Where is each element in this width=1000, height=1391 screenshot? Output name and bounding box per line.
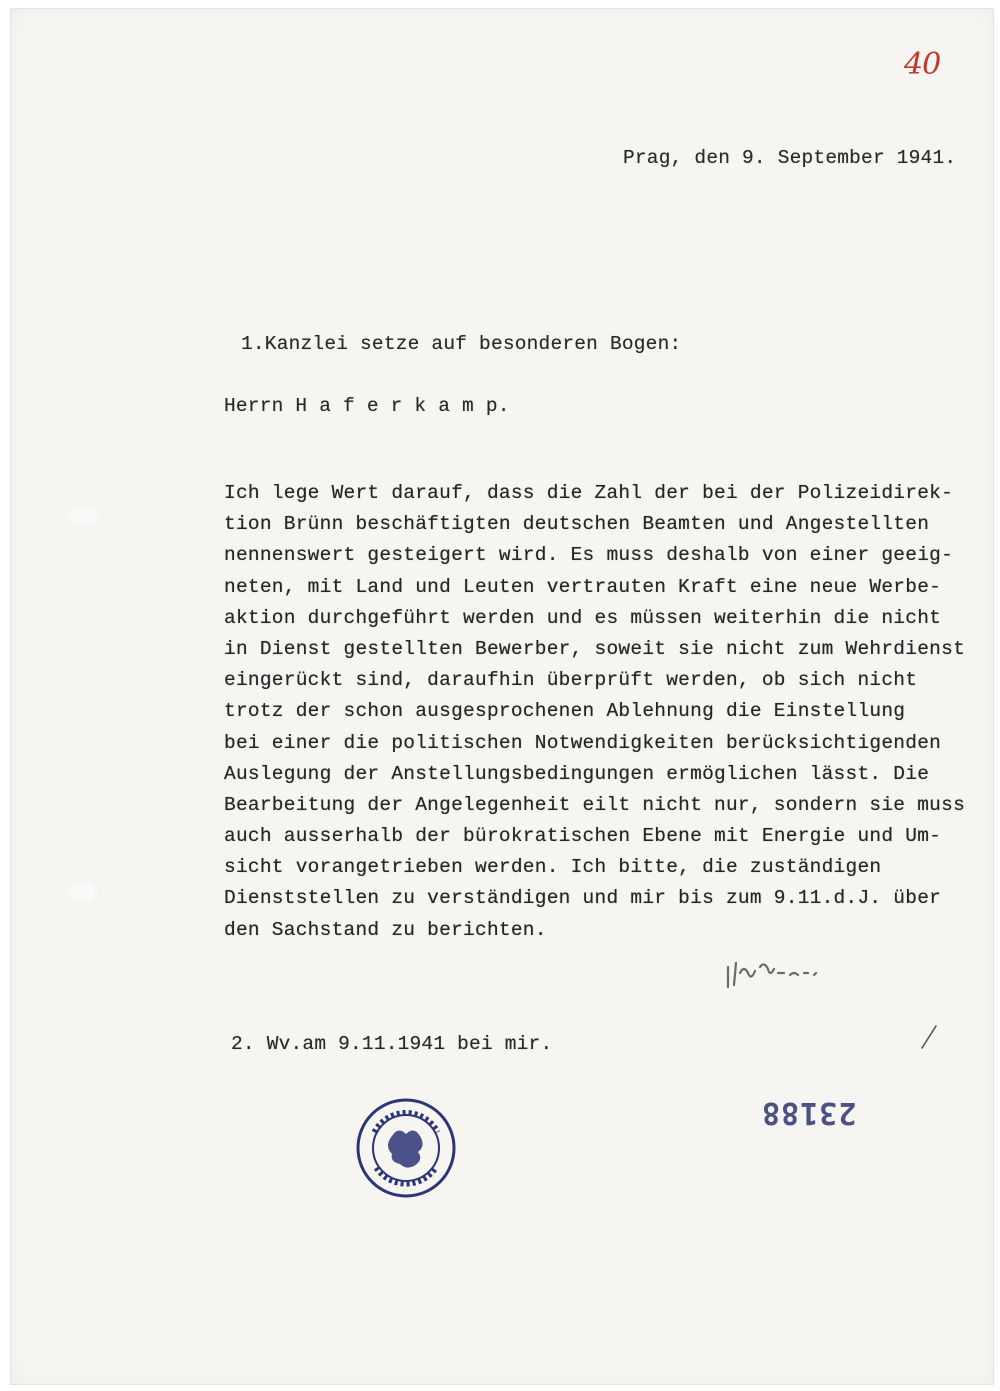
body-line: in Dienst gestellten Bewerber, soweit sie nicht zum Wehrdienst: [224, 637, 966, 660]
punch-hole-lower: [61, 879, 101, 905]
punch-hole-upper: [63, 503, 103, 529]
letter-body: [224, 478, 965, 946]
body-line: Dienststellen zu verständigen und mir bis zum 9.11.d.J. über: [224, 887, 942, 910]
body-line: sicht vorangetrieben werden. Ich bitte, die zuständigen: [224, 856, 882, 879]
body-line: eingerückt sind, daraufhin überprüft werden, ob sich nicht: [224, 669, 918, 692]
body-line: neten, mit Land und Leuten vertrauten Kraft eine neue Werbe-: [224, 575, 942, 598]
body-line: trotz der schon ausgesprochenen Ablehnung die Einstellung: [224, 700, 906, 723]
pencil-tick-mark: [919, 1024, 939, 1050]
body-line: aktion durchgeführt werden und es müssen weiterhin die nicht: [224, 606, 942, 629]
archive-number-stamp: 23188: [761, 1095, 857, 1130]
body-line: bei einer die politischen Notwendigkeiten berücksichtigenden: [224, 731, 942, 754]
followup-note: 2. Wv.am 9.11.1941 bei mir.: [231, 1033, 553, 1055]
body-line: Bearbeitung der Angelegenheit eilt nicht nur, sondern sie muss: [224, 793, 966, 816]
body-line: den Sachstand zu berichten.: [224, 918, 547, 941]
handwritten-initials: [724, 957, 824, 991]
body-line: auch ausserhalb der bürokratischen Ebene mit Energie und Um-: [224, 825, 942, 848]
date-line: Prag, den 9. September 1941.: [623, 147, 957, 169]
body-line: nennenswert gesteigert wird. Es muss deshalb von einer geeig-: [224, 544, 954, 567]
page-number: 40: [904, 47, 941, 82]
chancery-instruction: 1.Kanzlei setze auf besonderen Bogen:: [241, 333, 682, 355]
archive-seal-stamp: [354, 1096, 458, 1200]
addressee: Herrn H a f e r k a m p.: [224, 395, 510, 417]
body-line: tion Brünn beschäftigten deutschen Beamten und Angestellten: [224, 513, 930, 536]
body-line: Ich lege Wert darauf, dass die Zahl der bei der Polizeidirek-: [224, 482, 954, 504]
document-page: [10, 8, 994, 1385]
body-line: Auslegung der Anstellungsbedingungen ermöglichen lässt. Die: [224, 762, 930, 785]
